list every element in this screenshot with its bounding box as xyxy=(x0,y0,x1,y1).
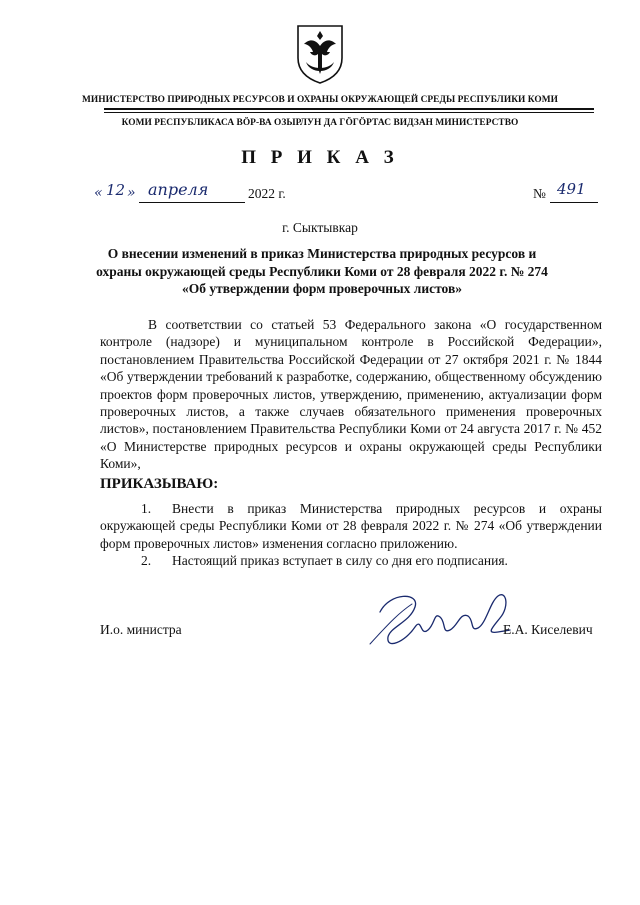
signer-name: Е.А. Киселевич xyxy=(503,622,593,637)
document-title: П Р И К А З xyxy=(241,147,399,168)
ministry-name-russian: МИНИСТЕРСТВО ПРИРОДНЫХ РЕСУРСОВ И ОХРАНЫ ОКРУЖАЮЩЕЙ СРЕДЫ РЕСПУБЛИКИ КОМИ xyxy=(82,95,558,105)
date-year: 2022 г. xyxy=(248,186,286,201)
date-quote-open: « xyxy=(94,185,103,201)
order-item-number: 1. xyxy=(141,501,152,516)
header-divider-thin xyxy=(104,112,594,113)
document-number-label: № xyxy=(533,186,546,201)
order-item-number: 2. xyxy=(141,553,152,568)
header-divider-thick xyxy=(104,108,594,110)
date-quote-close: » xyxy=(127,185,136,201)
order-heading: ПРИКАЗЫВАЮ: xyxy=(100,476,219,492)
number-underline xyxy=(550,202,598,203)
preamble-paragraph: В соответствии со статьей 53 Федерального закона «О государственном контроле (надзоре) и муниципальном контроле в Российской Федерации», постановлением Правительства Российской Федерации от 27 октября 2021 г. № 1844 «Об утверждении требований к разработке, содержанию, общественному обсуждению проектов форм проверочных листов, утверждению, применению, актуализации форм проверочных листов, а также случаев обязательного применения проверочных листов», постановлением Правительства Республики Коми от 24 августа 2017 г. № 452 «О Министерстве природных ресурсов и охраны окружающей среды Республики Коми», xyxy=(100,317,602,472)
date-month-handwritten: апреля xyxy=(148,180,209,199)
city: г. Сыктывкар xyxy=(282,220,358,235)
order-item-text: Внести в приказ Министерства природных ресурсов и охраны окружающей среды Республики Коми от 28 февраля 2022 г. № 274 «Об утверждении форм проверочных листов» изменения согласно приложению. xyxy=(100,501,602,551)
handwritten-signature-icon xyxy=(360,582,520,662)
document-number-handwritten: 491 xyxy=(557,180,586,198)
komi-republic-emblem-icon xyxy=(294,22,346,84)
date-underline xyxy=(139,202,245,203)
order-item-text: Настоящий приказ вступает в силу со дня его подписания. xyxy=(172,553,508,568)
ministry-name-komi: КОМИ РЕСПУБЛИКАСА ВÖР-ВА ОЗЫРЛУН ДА ГÖГÖРТАС ВИДЗАН МИНИСТЕРСТВО xyxy=(121,118,519,128)
signer-position: И.о. министра xyxy=(100,622,182,637)
document-subject: О внесении изменений в приказ Министерства природных ресурсов и охраны окружающей среды Республики Коми от 28 февраля 2022 г. № 274 «Об утверждении форм проверочных листов» xyxy=(96,246,548,296)
order-item xyxy=(100,552,602,569)
date-day-handwritten: 12 xyxy=(106,181,126,199)
order-item xyxy=(100,500,602,552)
